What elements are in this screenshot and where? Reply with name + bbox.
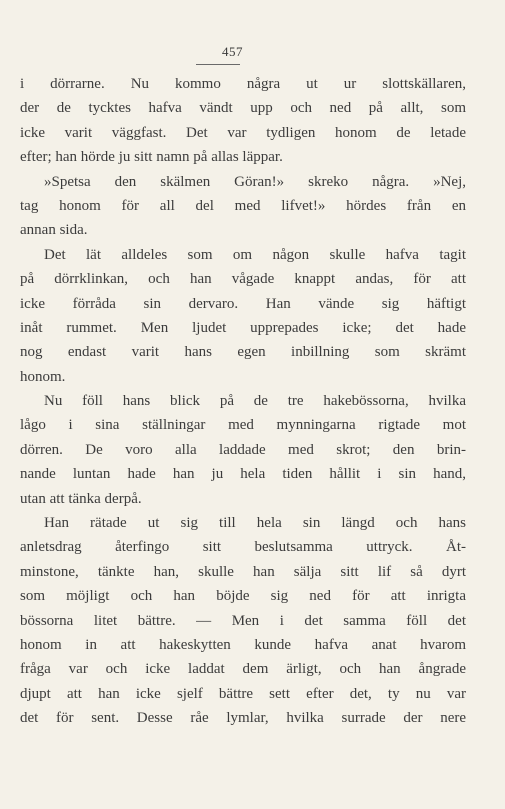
text-line: icke varit väggfast. Det var tydligen honom de letade [20,124,466,141]
text-line: tag honom för all del med lifvet!» hördes från en [20,197,466,214]
text-line: bössorna litet bättre. — Men i det samma föll det [20,612,466,629]
text-line: nog endast varit hans egen inbillning som skrämt [20,344,466,361]
text-line: i dörrarne. Nu kommo några ut ur slottskällaren, [20,76,466,92]
text-line: Nu föll hans blick på de tre hakebössorna, hvilka [44,393,466,410]
text-line: det för sent. Desse råe lymlar, hvilka surrade der nere [20,710,466,727]
text-line: honom in att hakeskytten kunde hafva anat hvarom [20,636,466,653]
page-number: 457 [222,44,243,59]
text-line: honom. [20,368,66,385]
text-line: der de tycktes hafva vändt upp och ned på allt, som [20,100,466,117]
text-line: utan att tänka derpå. [20,490,142,507]
text-line: fråga var och icke laddat dem ärligt, och han ångrade [20,661,466,678]
text-line: inåt rummet. Men ljudet upprepades icke; det hade [20,319,466,336]
text-line: djupt att han icke sjelf bättre sett efter det, ty nu var [20,685,466,702]
text-line: dörren. De voro alla laddade med skrot; den brin- [20,441,466,458]
text-line: efter; han hörde ju sitt namn på allas läppar. [20,149,283,166]
text-line: nande luntan hade han ju hela tiden hållit i sin hand, [20,466,466,483]
text-line: lågo i sina ställningar med mynningarna rigtade mot [20,417,466,434]
text-line: på dörrklinkan, och han vågade knappt andas, för att [20,271,466,288]
text-line: Det lät alldeles som om någon skulle hafva tagit [44,246,466,263]
text-line: minstone, tänkte han, skulle han sälja sitt lif så dyrt [20,563,466,580]
text-line: »Spetsa den skälmen Göran!» skreko några. »Nej, [44,173,466,190]
text-line: anletsdrag återfingo sitt beslutsamma uttryck. Åt- [20,539,466,556]
text-line: icke förråda sin dervaro. Han vände sig häftigt [20,295,466,312]
text-line: Han rätade ut sig till hela sin längd och hans [44,515,466,532]
page-number-rule [196,64,240,65]
body-text [20,72,466,731]
text-line: som möjligt och han böjde sig ned för att inrigta [20,588,466,605]
text-line: annan sida. [20,222,88,239]
